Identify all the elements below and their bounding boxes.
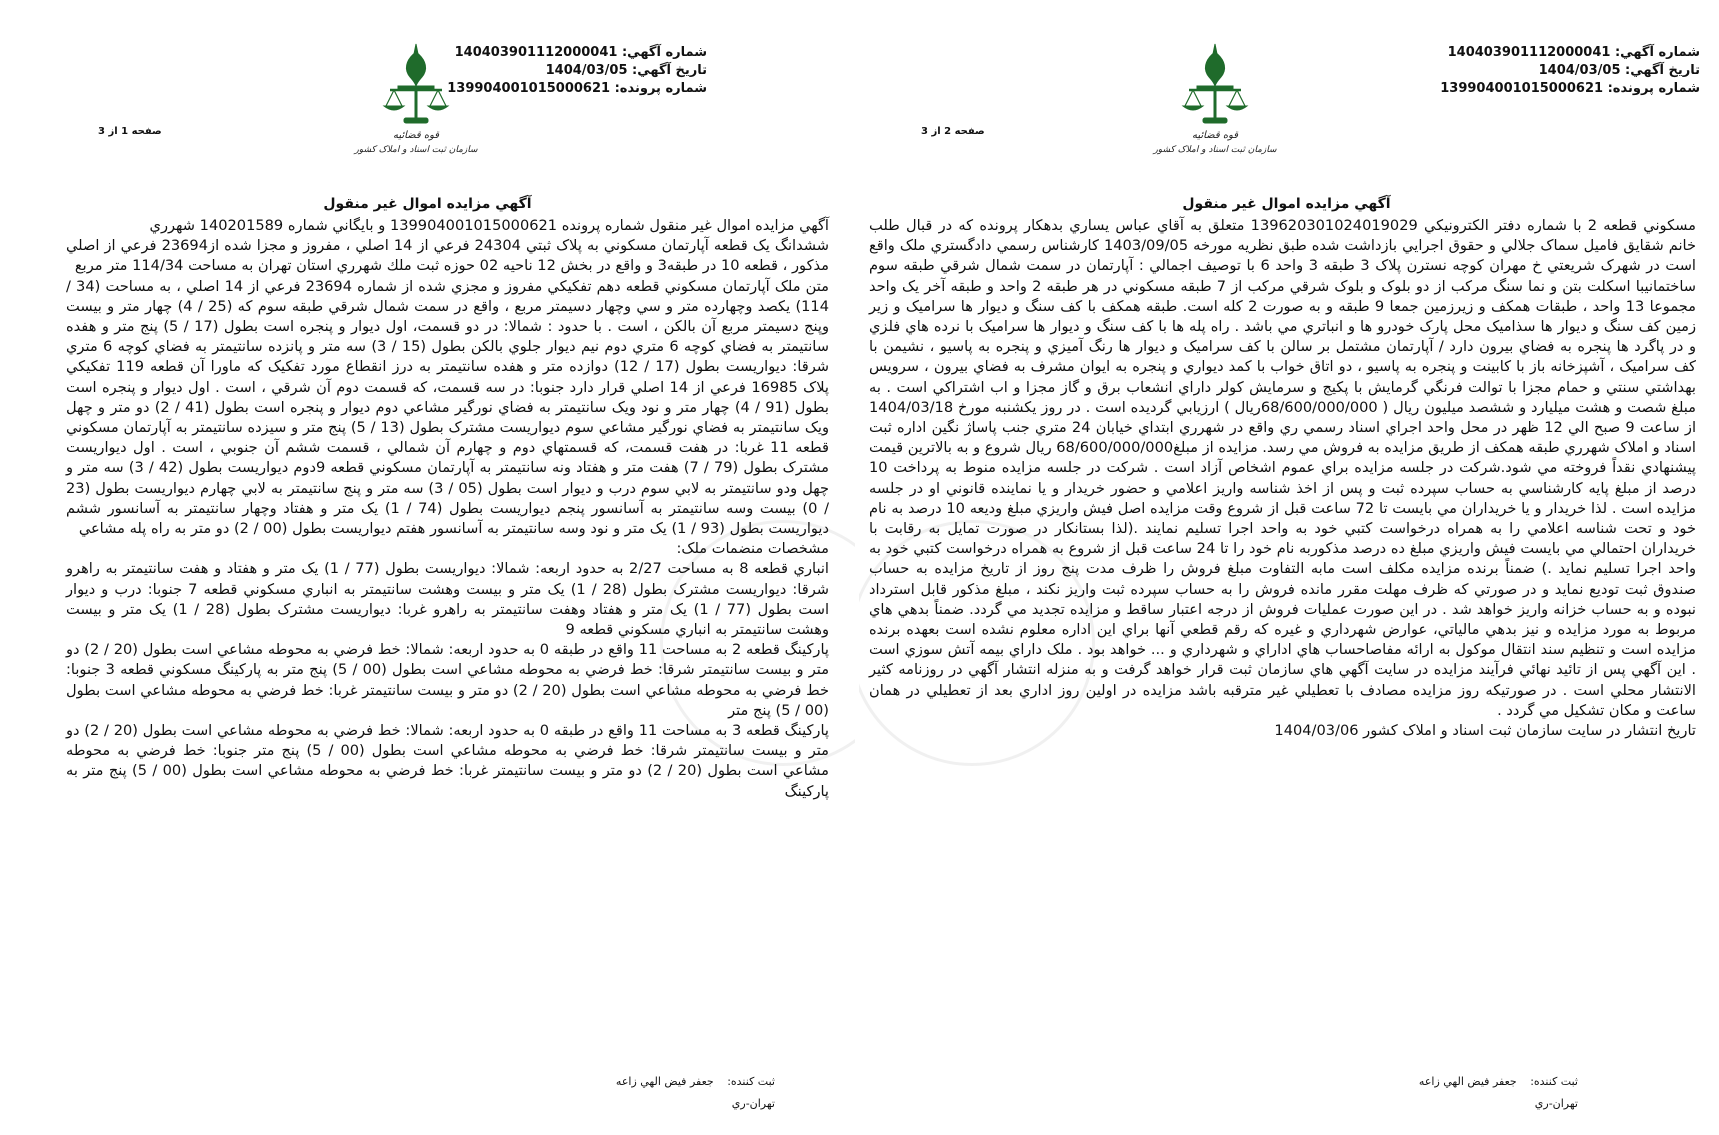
file-number-label: شماره پرونده: (614, 81, 707, 96)
office-name: تهران-ري (1534, 1097, 1578, 1110)
notice-paragraph: انباري قطعه 8 به مساحت 2/27 به حدود اربعه: شمالا: ديواريست بطول (77 / 1) يک متر و هفتاد و هفت سانتيمتر به راهرو شرقا: ديواريست مشترک بطول (28 / 1) يک متر و بيست وهشت سانتيمتر به انباري مسکوني قطعه 7 جنوبا: درب و ديوار است بطول (77 / 1) يک متر و هفتاد وهفت سانتيمتر به راهرو غربا: ديواريست مشترک بطول (28 / 1) يک متر و بيست وهشت سانتيمتر به انباري مسکوني قطعه 9 (66, 560, 830, 639)
notice-date-row (1440, 62, 1700, 80)
page-header (859, 40, 1714, 160)
registrar-name: جعفر فيض الهي زاعه (1418, 1075, 1517, 1088)
notice-number-label: شماره آگهي: (1614, 45, 1700, 60)
registrar-name: جعفر فيض الهي زاعه (615, 1075, 714, 1088)
svg-text:قوه قضائيه: قوه قضائيه (392, 130, 440, 141)
notice-paragraph: آگهي مزايده اموال غير منقول شماره پرونده 139904001015000621 و بايگاني شماره 140201589 شهرري (149, 217, 829, 234)
notice-date-label: تاريخ آگهي: (632, 63, 707, 78)
page-footer (1419, 1071, 1578, 1115)
notice-paragraph: ششدانگ يک قطعه آپارتمان مسکوني به پلاک ثبتي 24304 فرعي از 14 اصلي ، مفروز و مجزا شده از23694 فرعي از اصلي مذکور ، قطعه 10 در طبقه3 و واقع در بخش 12 ناحيه 02 حوزه ثبت ملك شهرري استان تهران به مساحت 114/34 متر مربع (66, 237, 829, 275)
notice-body (66, 216, 829, 802)
notice-date-label: تاريخ آگهي: (1625, 63, 1700, 78)
notice-number-row (447, 44, 707, 62)
judiciary-emblem-icon (1151, 40, 1279, 158)
notice-date-row (447, 62, 707, 80)
registrar-row (616, 1071, 775, 1093)
page-footer (616, 1071, 775, 1115)
file-number-row (1440, 80, 1700, 98)
notice-body (869, 216, 1696, 741)
svg-text:قوه قضائيه: قوه قضائيه (1191, 130, 1239, 141)
judiciary-emblem-icon (352, 40, 480, 158)
notice-date: 1404/03/05 (1538, 63, 1621, 78)
registrar-label: ثبت کننده: (1530, 1075, 1578, 1088)
svg-text:سازمان ثبت اسناد و املاک کشور: سازمان ثبت اسناد و املاک کشور (354, 145, 478, 155)
notice-paragraph: مسکوني قطعه 2 با شماره دفتر الکترونيکي 139620301024019029 متعلق به آقاي عباس يساري بدهکار پرونده که در قبال طلب خانم شقايق فاميل سماک جلالي و حقوق اجرايي بازداشت شده طبق نظريه مورخه 1403/09/05 کارشناس رسمي دادگستري ملک واقع است در شهرک شريعتي خ مهران کوچه نسترن پلاک 3 طبقه 3 واحد 6 با توصيف اجمالي : آپارتمان در سمت شمال شرقي طبقه سوم ساختمانيبا اسکلت بتن و نما سنگ مرکب از دو بلوک و بلوک شرقي مرکب از 7 طبقه مسکوني در هر طبقه 2 واحد و طبقه آخر يک واحد مجموعا 13 واحد ، طبقات همکف و زيرزمين جمعا 9 طبقه و به صورت 2 کله است. طبقه همکف با کف سنگ و ديوار ها سراميک و زير زمين کف سنگ و ديوار ها سذاميک محل پارک خودرو ها و انباتري مي باشد . راه پله ها با کف سنگ و ديوار ها سراميک با نرده هاي فلزي و در پاگرد ها پنجره به فضاي بيرون دارد / آپارتمان مشتمل بر سالن با کف سراميک و ديوار ها رنگ آميزي و پنجره به پاسيو ، نشيمن با کف سراميک ، آشپزخانه باز با کابينت و پنجره به پاسيو ، دو اتاق خواب با کمد ديواري و پنجره به ايوان مشرف به فضاي بيرون ، سرويس بهداشتي سنتي و حمام مجزا با توالت فرنگي گرمايش با پکيج و سرمايش کولر داراي انشعاب برق و گاز مجزا و اب اشتراکي است . به مبلغ شصت و هشت ميليارد و ششصد ميليون ريال ( 68/600/000/000ريال ) ارزيابي گرديده است . در روز يکشنبه مورخ 1404/03/18 از ساعت 9 صبح الي 12 ظهر در محل واحد اجراي اسناد رسمي ري واقع در شهرري ابتداي خيابان 24 متري جنب پاساژ نگين اداره ثبت اسناد و املاک شهرري طبقه همکف از طريق مزايده به فروش مي رسد. مزايده از مبلغ68/600/000/000 ريال شروع و به بالاترين قيمت پيشنهادي نقداً فروخته مي شود.شرکت در جلسه مزايده براي عموم اشخاص آزاد است . شرکت در جلسه مزايده منوط به پرداخت 10 درصد از مبلغ پايه کارشناسي به حساب سپرده ثبت و پس از اخذ شناسه واريز اعلامي و حضور خريدار و يا نماينده قانوني او در جلسه مزايده است . لذا خريدار و يا خريداران مي بايست تا 72 ساعت قبل از شروع وقت مزايده اصل فيش واريزي مبلغ وديعه 10 درصد به نام خود و تحت شناسه اعلامي را به همراه درخواست کتبي خود به واحد اجرا تسليم نمايند .(لذا بستانکار در صورت تمايل به رقابت با خريداران احتمالي مي بايست فيش واريزي مبلغ ده درصد مذکوربه نام خود را تا 24 ساعت قبل از شروع به همراه درخواست کتبي خود به واحد اجرا تسليم نمايد .) ضمناً برنده مزايده مکلف است مابه التفاوت مبلغ فروش را ظرف مدت پنج روز از تاريخ مزايده به حساب صندوق ثبت توديع نمايد و در صورتي که ظرف مهلت مقرر مانده فروش را به حساب سپرده ثبت واريز نکند ، مبلغ مذکور قابل استرداد نبوده و به حساب خزانه واريز خواهد شد . در اين صورت عمليات فروش از درجه اعتبار ساقط و مزايده تجديد مي گردد. ضمناً بدهي هاي مربوط به مورد مزايده و نيز بدهي مالياتي، عوارض شهرداري و غيره که رقم قطعي آنها براي اين اداره معلوم نشده است بعهده برنده مزايده است و تنظيم سند انتقال موکول به ارائه مفاصاحساب هاي اداراي و شهرداري و ... خواهد بود . ملک داراي بيمه آتش سوزي است . اين آگهي پس از تائيد نهائي فرآيند مزايده در سايت آگهي هاي سازمان ثبت قرار خواهد گرفت و به منزله انتشار آگهي در روزنامه کثير الانتشار محلي است . در صورتيکه روز مزايده مصادف با تعطيلي غير مترقبه باشد مزايده در اولين روز اداري بعد از تعطيلي در همان ساعت و مکان تشکيل مي گردد . (869, 217, 1696, 719)
page-header (0, 40, 855, 160)
notice-number-row (1440, 44, 1700, 62)
notice-number-label: شماره آگهي: (621, 45, 707, 60)
notice-meta (1440, 44, 1700, 98)
annexes-heading: مشخصات منضمات ملک: (676, 540, 829, 558)
office-name: تهران-ري (731, 1097, 775, 1110)
publish-date-line: تاريخ انتشار در سايت سازمان ثبت اسناد و املاک کشور 1404/03/06 (1274, 722, 1696, 740)
notice-page-2 (859, 0, 1714, 1135)
page-number: صفحه 2 از 3 (921, 126, 985, 137)
registrar-label: ثبت کننده: (727, 1075, 775, 1088)
notice-paragraph: متن ملک آپارتمان مسکوني قطعه دهم تفکيکي مفروز و مجزي شده از شماره 23694 فرعي از 14 اصلي ، به مساحت (34 / 114) يکصد وچهارده متر و سي وچهار دسيمتر مربع ، واقع در سمت شمال شرقي طبقه سوم که (25 / 4) چهار متر و بيست وپنج دسيمتر مربع آن بالکن ، است . با حدود : شمالا: در دو قسمت، اول ديوار و پنجره است بطول (17 / 5) پنج متر و هفده سانتيمتر به فضاي کوچه 6 متري دوم نيم ديوار جلوي بالکن بطول (15 / 3) سه متر و پانزده سانتيمتر به فضاي کوچه 6 متري شرقا: ديواريست بطول (17 / 12) دوازده متر و هفده سانتيمتر به درز انقطاع مورد تفکيک که ماورا آن قطعه 119 تفکيکي پلاک 16985 فرعي از 14 اصلي قرار دارد جنوبا: در سه قسمت، که قسمت دوم آن شرقي ، است . اول ديوار و پنجره است بطول (91 / 4) چهار متر و نود ويک سانتيمتر به فضاي نورگير مشاعي دوم ديوار و پنجره است بطول (41 / 2) دو متر و چهل ويک سانتيمتر به فضاي نورگير مشاعي سوم ديواريست مشترک بطول (13 / 5) پنج متر و سيزده سانتيمتر به آپارتمان مسکوني قطعه 11 غربا: در هفت قسمت، که قسمتهاي دوم و چهارم آن شمالي ، قسمت ششم آن جنوبي ، است . اول ديواريست مشترک بطول (79 / 7) هفت متر و هفتاد ونه سانتيمتر به آپارتمان مسکوني قطعه 9دوم ديواريست بطول (42 / 3) سه متر و چهل ودو سانتيمتر به لابي سوم درب و ديوار است بطول (05 / 3) سه متر و پنج سانتيمتر به لابي چهارم ديواريست بطول (23 / 0) بيست وسه سانتيمتر به آسانسور پنجم ديواريست بطول (74 / 1) يک متر و هفتاد وچهار سانتيمتر به آسانسور ششم ديواريست بطول (93 / 1) يک متر و نود وسه سانتيمتر به آسانسور هفتم ديواريست بطول (00 / 2) دو متر به راه پله مشاعي (66, 277, 830, 538)
file-number-label: شماره پرونده: (1607, 81, 1700, 96)
page-number: صفحه 1 از 3 (98, 126, 162, 137)
file-number: 139904001015000621 (1440, 81, 1604, 96)
registrar-row (1419, 1071, 1578, 1093)
notice-number: 140403901112000041 (1447, 45, 1611, 60)
notice-paragraph: پارکينگ قطعه 2 به مساحت 11 واقع در طبقه 0 به حدود اربعه: شمالا: خط فرضي به محوطه مشاعي است بطول (20 / 2) دو متر و بيست سانتيمتر شرقا: خط فرضي به محوطه مشاعي است بطول (00 / 5) پنج متر به پارکينگ مسکوني قطعه 3 جنوبا: خط فرضي به محوطه مشاعي است بطول (20 / 2) دو متر و بيست سانتيمتر غربا: خط فرضي به محوطه مشاعي است بطول (00 / 5) پنج متر (66, 641, 830, 719)
notice-number: 140403901112000041 (454, 45, 618, 60)
notice-meta (447, 44, 707, 98)
notice-date: 1404/03/05 (545, 63, 628, 78)
notice-title: آگهي مزايده اموال غير منقول (1182, 196, 1391, 212)
notice-paragraph: پارکينگ قطعه 3 به مساحت 11 واقع در طبقه 0 به حدود اربعه: شمالا: خط فرضي به محوطه مشاعي است بطول (20 / 2) دو متر و بيست سانتيمتر شرقا: خط فرضي به محوطه مشاعي است بطول (00 / 5) پنج متر جنوبا: خط فرضي به محوطه مشاعي است بطول (20 / 2) دو متر و بيست سانتيمتر غربا: خط فرضي به محوطه مشاعي است بطول (00 / 5) پنج متر به پارکينگ (66, 722, 829, 800)
svg-text:سازمان ثبت اسناد و املاک کشور: سازمان ثبت اسناد و املاک کشور (1153, 145, 1277, 155)
notice-page-1 (0, 0, 855, 1135)
file-number: 139904001015000621 (447, 81, 611, 96)
file-number-row (447, 80, 707, 98)
notice-title: آگهي مزايده اموال غير منقول (323, 196, 532, 212)
